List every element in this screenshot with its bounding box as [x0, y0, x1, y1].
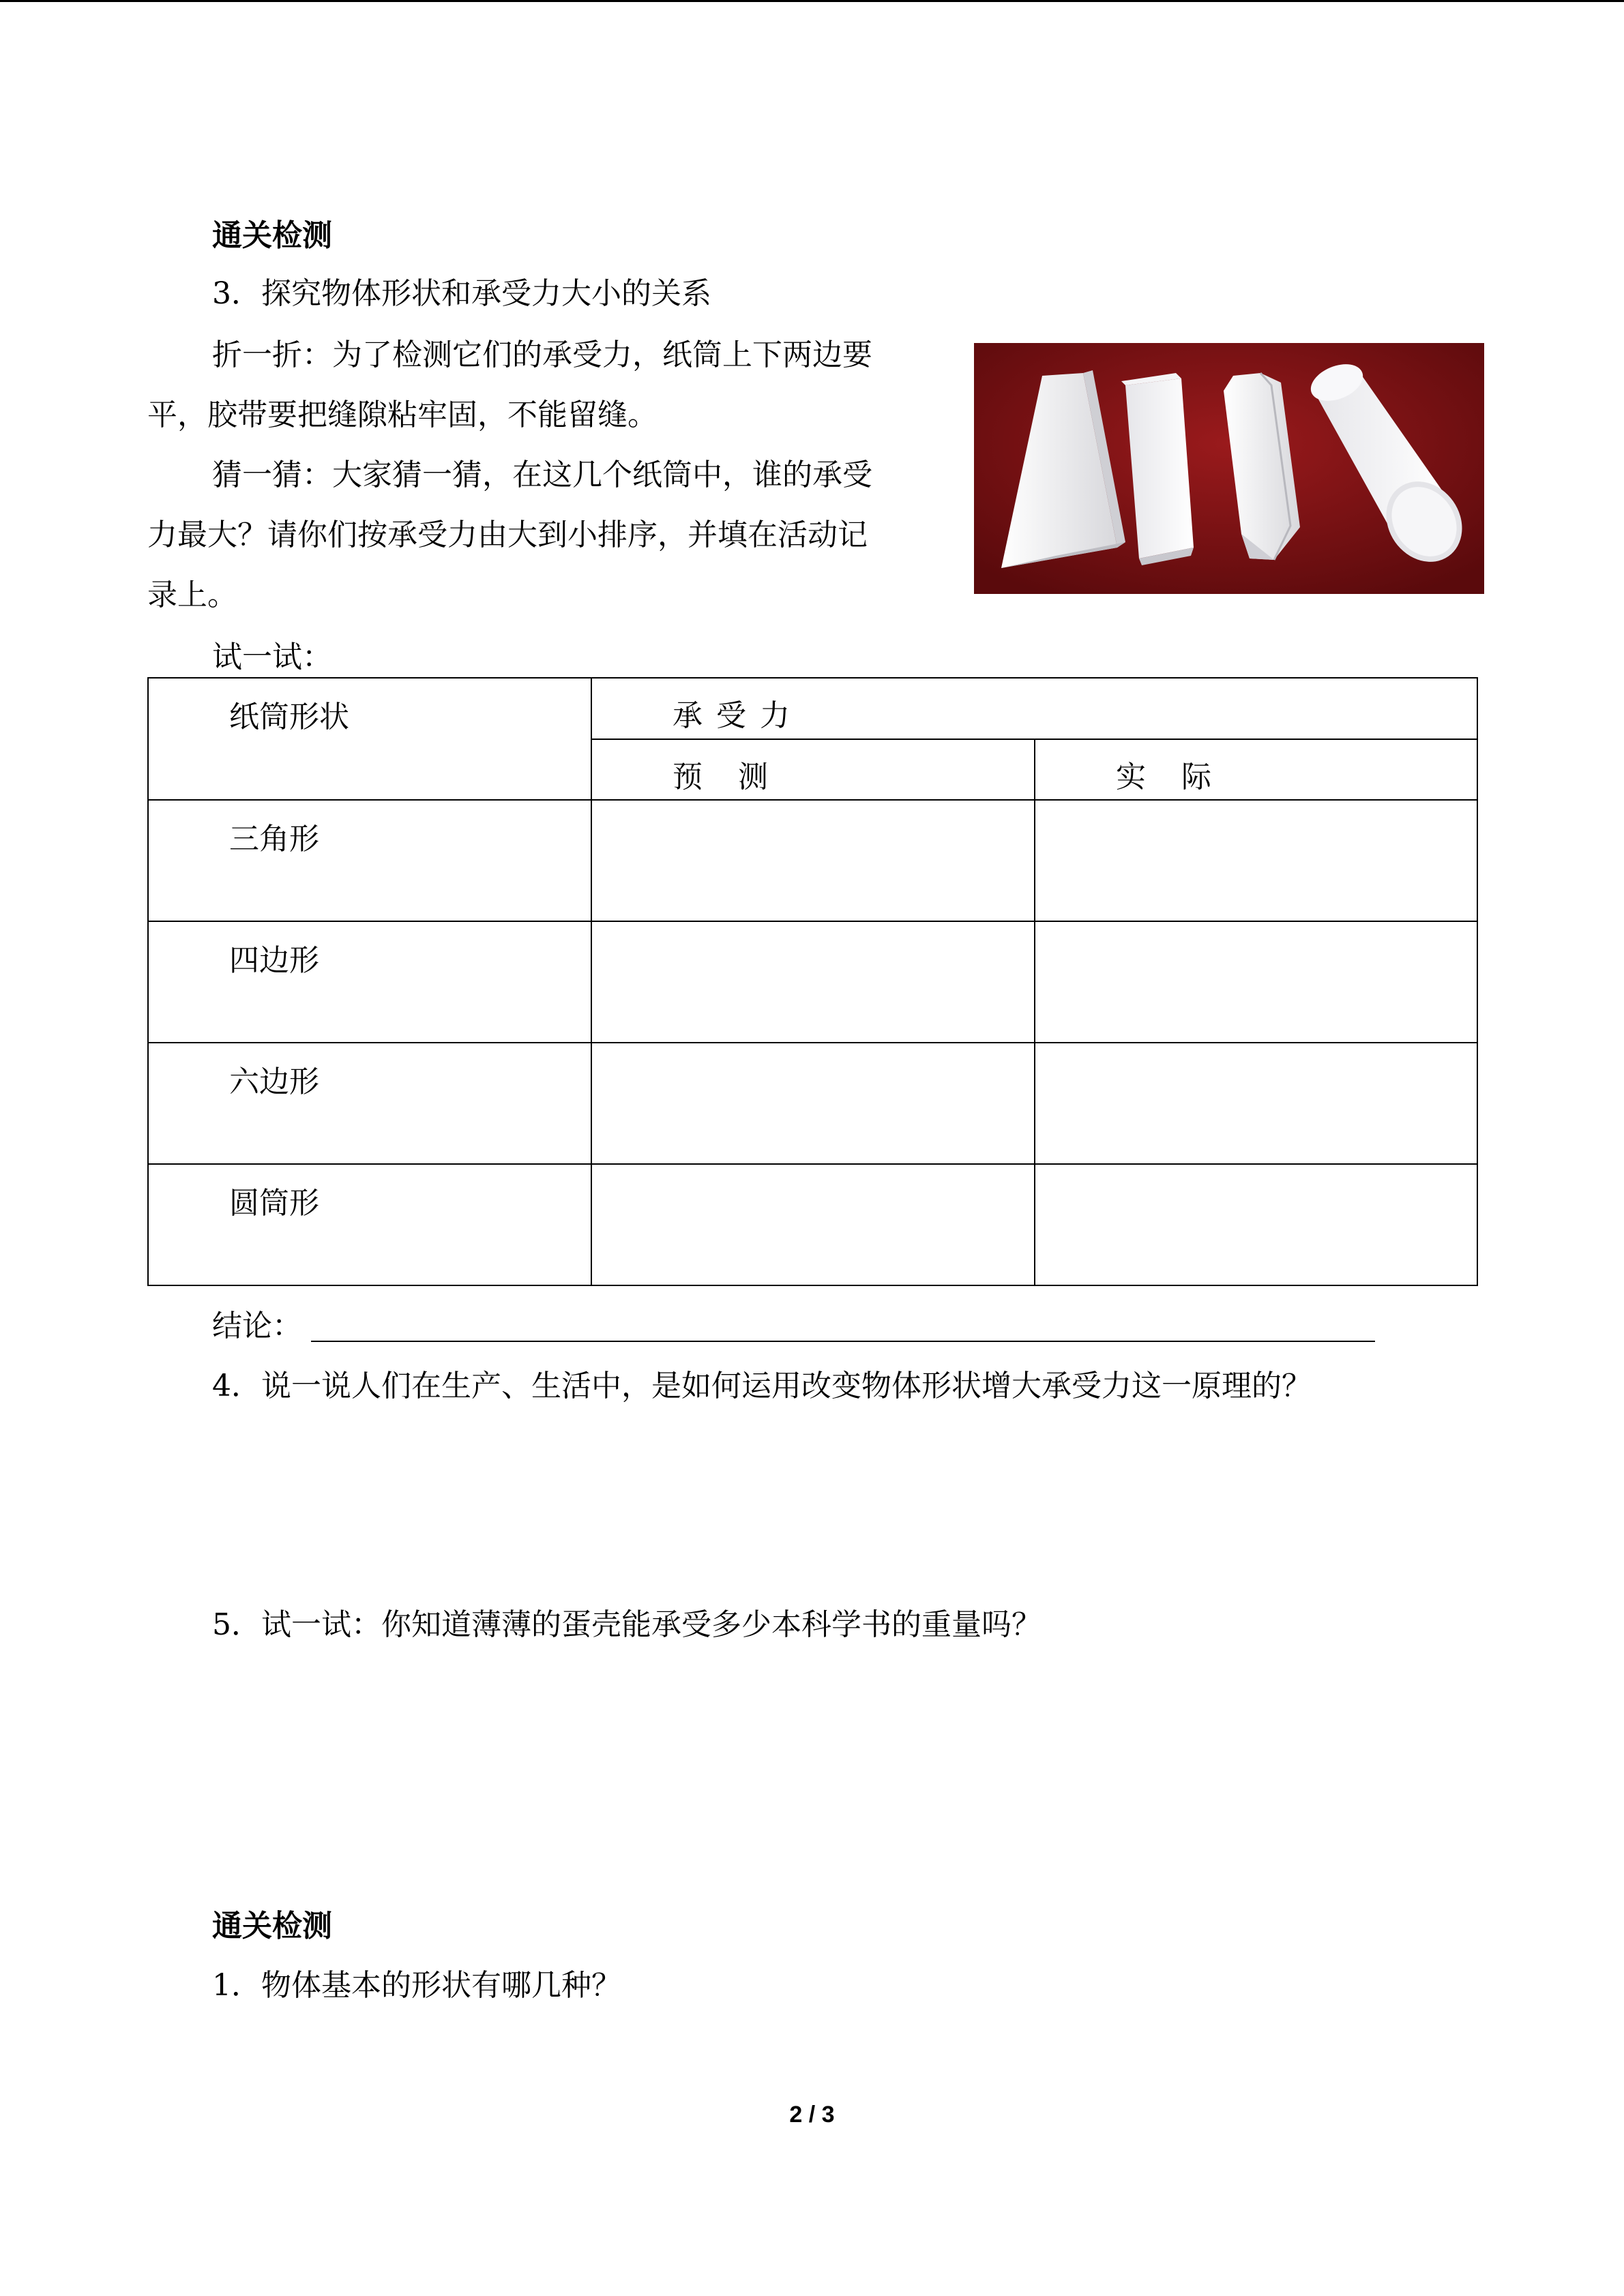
guess-text-line3: 录上。 [147, 578, 237, 612]
fold-text-line2: 平，胶带要把缝隙粘牢固，不能留缝。 [147, 398, 658, 432]
section-heading: 通关检测 [212, 218, 332, 253]
question-1: 1．物体基本的形状有哪几种？ [212, 1968, 621, 2003]
actual-cell[interactable] [1035, 1043, 1477, 1164]
predict-cell[interactable] [591, 921, 1035, 1043]
guess-text-line1: 猜一猜：大家猜一猜，在这几个纸筒中，谁的承受 [212, 458, 872, 492]
question-3-title: 3．探究物体形状和承受力大小的关系 [212, 276, 711, 311]
conclusion-answer-line[interactable] [311, 1341, 1375, 1342]
row-shape-label: 六边形 [148, 1043, 591, 1164]
header-predict: 预测 [591, 739, 1035, 800]
question-5: 5．试一试：你知道薄薄的蛋壳能承受多少本科学书的重量吗？ [212, 1607, 1042, 1642]
predict-cell[interactable] [591, 1043, 1035, 1164]
header-shape: 纸筒形状 [148, 678, 591, 800]
section-heading-2: 通关检测 [212, 1909, 332, 1943]
page-top-border [0, 0, 1624, 2]
question-4: 4．说一说人们在生产、生活中，是如何运用改变物体形状增大承受力这一原理的？ [212, 1369, 1312, 1403]
predict-cell[interactable] [591, 1164, 1035, 1285]
conclusion-label: 结论： [212, 1309, 302, 1343]
record-table [147, 677, 1478, 1286]
header-force: 承受力 [591, 678, 1477, 739]
actual-cell[interactable] [1035, 1164, 1477, 1285]
paper-tubes-photo [974, 343, 1484, 594]
actual-cell[interactable] [1035, 921, 1477, 1043]
try-label: 试一试： [212, 640, 332, 674]
actual-cell[interactable] [1035, 800, 1477, 921]
header-actual: 实际 [1035, 739, 1477, 800]
row-shape-label: 圆筒形 [148, 1164, 591, 1285]
row-shape-label: 三角形 [148, 800, 591, 921]
page-number: 2 / 3 [789, 2102, 835, 2128]
predict-cell[interactable] [591, 800, 1035, 921]
guess-text-line2: 力最大？请你们按承受力由大到小排序，并填在活动记 [147, 518, 868, 552]
fold-text-line1: 折一折：为了检测它们的承受力，纸筒上下两边要 [212, 338, 872, 372]
row-shape-label: 四边形 [148, 921, 591, 1043]
